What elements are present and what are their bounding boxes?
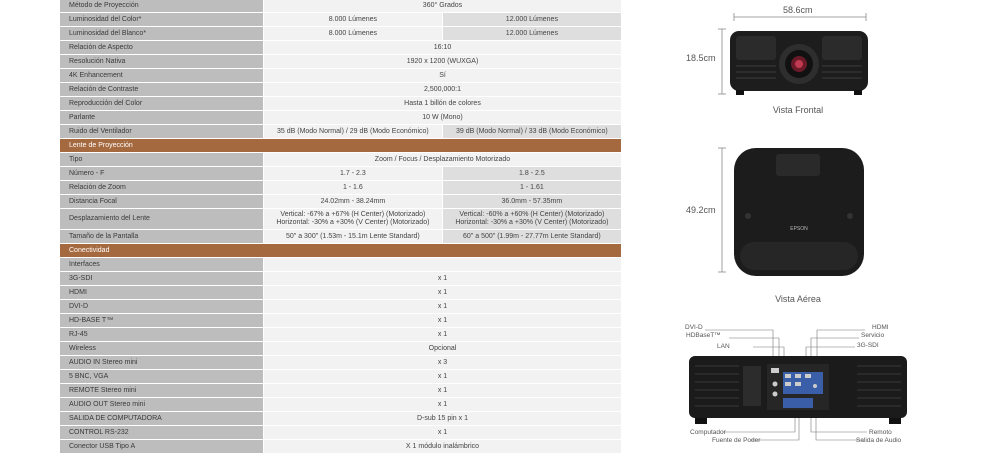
projector-front-image [726,28,872,98]
spec-value: 10 W (Mono) [264,111,622,125]
spec-row [60,195,621,209]
label-salida-audio: Salida de Audio [856,437,902,444]
spec-value: 1 - 1.61 [442,181,621,195]
spec-row [60,300,621,314]
spec-row [60,370,621,384]
label-dvid: DVI-D [685,324,703,331]
spec-row [60,97,621,111]
spec-label: RJ-45 [60,328,264,342]
spec-value: 39 dB (Modo Normal) / 33 dB (Modo Económico) [442,125,621,139]
spec-row [60,314,621,328]
spec-row [60,209,621,230]
spec-value: 8.000 Lúmenes [264,27,443,41]
spec-value: 12.000 Lúmenes [442,13,621,27]
spec-label: Luminosidad del Blanco* [60,27,264,41]
spec-label: HDMI [60,286,264,300]
label-hdmi: HDMI [872,324,889,331]
spec-row [60,0,621,13]
spec-label: Número - F [60,167,264,181]
label-lan: LAN [717,343,730,350]
projector-top-image [732,146,866,278]
spec-row [60,328,621,342]
spec-row [60,13,621,27]
spec-value: Zoom / Focus / Desplazamiento Motorizado [264,153,622,167]
label-computador: Computador [690,429,726,436]
spec-value: 36.0mm - 57.35mm [442,195,621,209]
spec-label: REMOTE Stereo mini [60,384,264,398]
spec-value: 1 - 1.6 [264,181,443,195]
front-width-label: 58.6cm [783,5,813,15]
spec-value-line: Vertical: -67% a +67% (H Center) (Motorizado) [280,211,426,218]
spec-value: 35 dB (Modo Normal) / 29 dB (Modo Económico) [264,125,443,139]
spec-value: x 1 [264,384,622,398]
spec-value: Opcional [264,342,622,356]
spec-row [60,384,621,398]
spec-value: 50" a 300" (1.53m - 15.1m Lente Standard) [264,230,443,244]
spec-row [60,181,621,195]
spec-label: Conector USB Tipo A [60,440,264,454]
spec-value: 12.000 Lúmenes [442,27,621,41]
spec-value: 60" a 500" (1.99m - 27.77m Lente Standard) [442,230,621,244]
spec-label: Reproducción del Color [60,97,264,111]
section-header [60,244,621,258]
spec-row [60,125,621,139]
spec-value: 360° Grados [264,0,622,13]
spec-row [60,153,621,167]
spec-value: x 1 [264,370,622,384]
spec-row [60,230,621,244]
section-header [60,139,621,153]
spec-value: x 1 [264,300,622,314]
label-servicio: Servicio [861,332,885,339]
spec-label: AUDIO IN Stereo mini [60,356,264,370]
spec-row [60,69,621,83]
spec-label: 5 BNC, VGA [60,370,264,384]
spec-value: X 1 módulo inalámbrico [264,440,622,454]
spec-value [264,258,622,272]
spec-value-line: Horizontal: -30% a +30% (V Center) (Motorizado) [455,219,609,226]
spec-value: x 1 [264,314,622,328]
spec-row [60,41,621,55]
spec-row [60,286,621,300]
spec-row [60,412,621,426]
spec-value: 2,500,000:1 [264,83,622,97]
spec-label: CONTROL RS-232 [60,426,264,440]
spec-value: 1.7 - 2.3 [264,167,443,181]
spec-table [60,0,621,454]
spec-value: x 1 [264,328,622,342]
spec-label: Ruido del Ventilador [60,125,264,139]
spec-label: Método de Proyección [60,0,264,13]
spec-label: Interfaces [60,258,264,272]
spec-label: Wireless [60,342,264,356]
top-brand-text: EPSON [790,226,808,232]
spec-row [60,111,621,125]
spec-value: x 1 [264,286,622,300]
spec-label: DVI-D [60,300,264,314]
front-height-label: 18.5cm [686,53,716,63]
label-fuente: Fuente de Poder [712,437,761,444]
spec-value-line: Horizontal: -30% a +30% (V Center) (Motorizado) [276,219,430,226]
spec-row [60,272,621,286]
front-view-caption: Vista Frontal [772,105,824,115]
spec-label: HD-BASE T™ [60,314,264,328]
section-title: Lente de Proyección [60,139,621,153]
spec-row [60,356,621,370]
spec-label: Relación de Contraste [60,83,264,97]
top-depth-label: 49.2cm [686,205,716,215]
spec-label: Resolución Nativa [60,55,264,69]
spec-value: 8.000 Lúmenes [264,13,443,27]
spec-label: Relación de Aspecto [60,41,264,55]
spec-value: 16:10 [264,41,622,55]
spec-label: 3G-SDI [60,272,264,286]
spec-value: Hasta 1 billón de colores [264,97,622,111]
spec-label: Tamaño de la Pantalla [60,230,264,244]
spec-value [442,209,621,230]
spec-row [60,83,621,97]
spec-value-line: Vertical: -60% a +60% (H Center) (Motorizado) [459,211,605,218]
spec-value: x 1 [264,398,622,412]
spec-row [60,27,621,41]
spec-label: 4K Enhancement [60,69,264,83]
spec-value: 1.8 - 2.5 [442,167,621,181]
spec-value [264,209,443,230]
spec-label: AUDIO OUT Stereo mini [60,398,264,412]
spec-row [60,55,621,69]
spec-value: 24.02mm - 38.24mm [264,195,443,209]
spec-row [60,258,621,272]
spec-row [60,440,621,454]
spec-row [60,167,621,181]
section-title: Conectividad [60,244,621,258]
spec-label: Tipo [60,153,264,167]
label-hdbaset: HDBaseT™ [686,332,721,339]
top-view-caption: Vista Aérea [775,294,821,304]
spec-label: Relación de Zoom [60,181,264,195]
spec-label: Parlante [60,111,264,125]
spec-value: x 1 [264,426,622,440]
spec-value: D-sub 15 pin x 1 [264,412,622,426]
spec-label: SALIDA DE COMPUTADORA [60,412,264,426]
label-3gsdi: 3G-SDI [857,342,879,349]
spec-label: Distancia Focal [60,195,264,209]
label-remoto: Remoto [869,429,892,436]
spec-value: x 1 [264,272,622,286]
spec-label: Desplazamiento del Lente [60,209,264,230]
spec-row [60,342,621,356]
spec-label: Luminosidad del Color* [60,13,264,27]
spec-value: x 3 [264,356,622,370]
spec-value: 1920 x 1200 (WUXGA) [264,55,622,69]
spec-row [60,398,621,412]
spec-row [60,426,621,440]
spec-value: Sí [264,69,622,83]
